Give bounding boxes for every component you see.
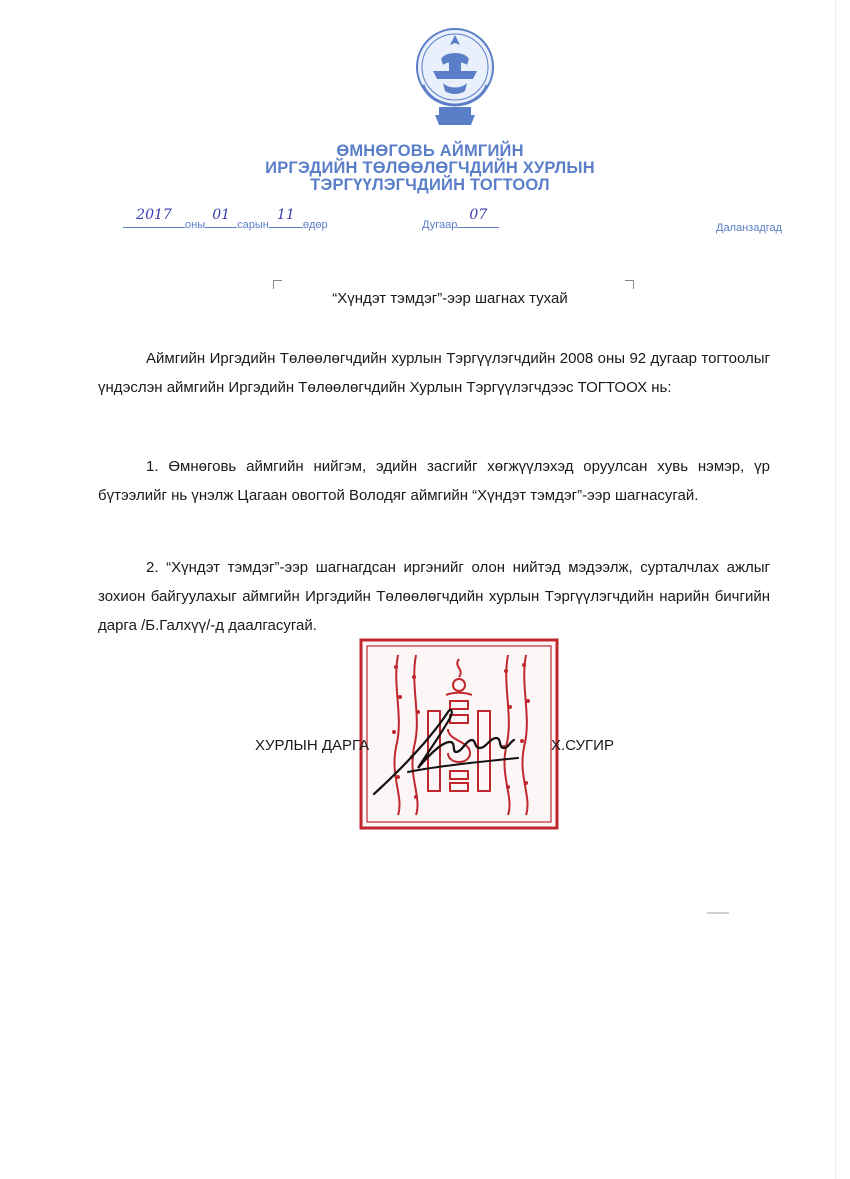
handwritten-signature-icon [368, 702, 528, 802]
year-value: 2017 [136, 207, 172, 223]
month-suffix: сарын [237, 219, 269, 231]
heading-line-1: ӨМНӨГОВЬ АЙМГИЙН [336, 142, 524, 160]
number-line [422, 207, 499, 231]
resolution-item-1: 1. Өмнөговь аймгийн нийгэм, эдийн засгийг хөгжүүлэхэд оруулсан хувь нэмэр, үр бүтээлийг нь үнэлж Цагаан овогтой Володяг аймгийн “Хүндэт тэмдэг”-ээр шагнасугай. [98, 458, 770, 504]
chairman-title: ХУРЛЫН ДАРГА [255, 737, 370, 754]
page-edge-line [835, 0, 836, 1179]
subject-corner-right [625, 280, 634, 289]
number-label: Дугаар [422, 219, 458, 231]
preamble-paragraph: Аймгийн Иргэдийн Төлөөлөгчдийн хурлын Тэргүүлэгчдийн 2008 оны 92 дугаар тогтоолыг үндэслэн аймгийн Иргэдийн Төлөөлөгчдийн Хурлын Тэргүүлэгчдээс ТОГТООХ нь: [98, 350, 770, 396]
city-name: Даланзадгад [716, 222, 783, 234]
resolution-item-2: 2. “Хүндэт тэмдэг”-ээр шагнагдсан иргэнийг олон нийтэд мэдээлж, сурталчлах ажлыг зохион байгуулахыг аймгийн Иргэдийн Төлөөлөгчдийн хурлын Тэргүүлэгчдийн нарийн бичгийн дарга /Б.Галхүү/-д даалгасугай. [98, 559, 770, 634]
day-field [269, 207, 303, 228]
organization-heading [200, 143, 660, 194]
heading-line-2: ИРГЭДИЙН ТӨЛӨӨЛӨГЧДИЙН ХУРЛЫН [265, 159, 595, 177]
chairman-name: Х.СУГИР [551, 737, 614, 754]
day-value: 11 [276, 207, 295, 223]
month-value: 01 [212, 207, 231, 223]
date-line [123, 207, 328, 231]
day-suffix: өдөр [302, 219, 328, 231]
heading-line-3: ТЭРГҮҮЛЭГЧДИЙН ТОГТООЛ [310, 176, 550, 194]
number-field [457, 207, 499, 228]
year-suffix: оны [185, 219, 206, 231]
number-value: 07 [469, 207, 488, 223]
scan-mark [707, 912, 729, 914]
state-emblem-icon [413, 25, 497, 130]
subject-corner-left [273, 280, 282, 289]
year-field [123, 207, 185, 228]
month-field [205, 207, 237, 228]
document-subject: “Хүндэт тэмдэг”-ээр шагнах тухай [332, 290, 568, 307]
